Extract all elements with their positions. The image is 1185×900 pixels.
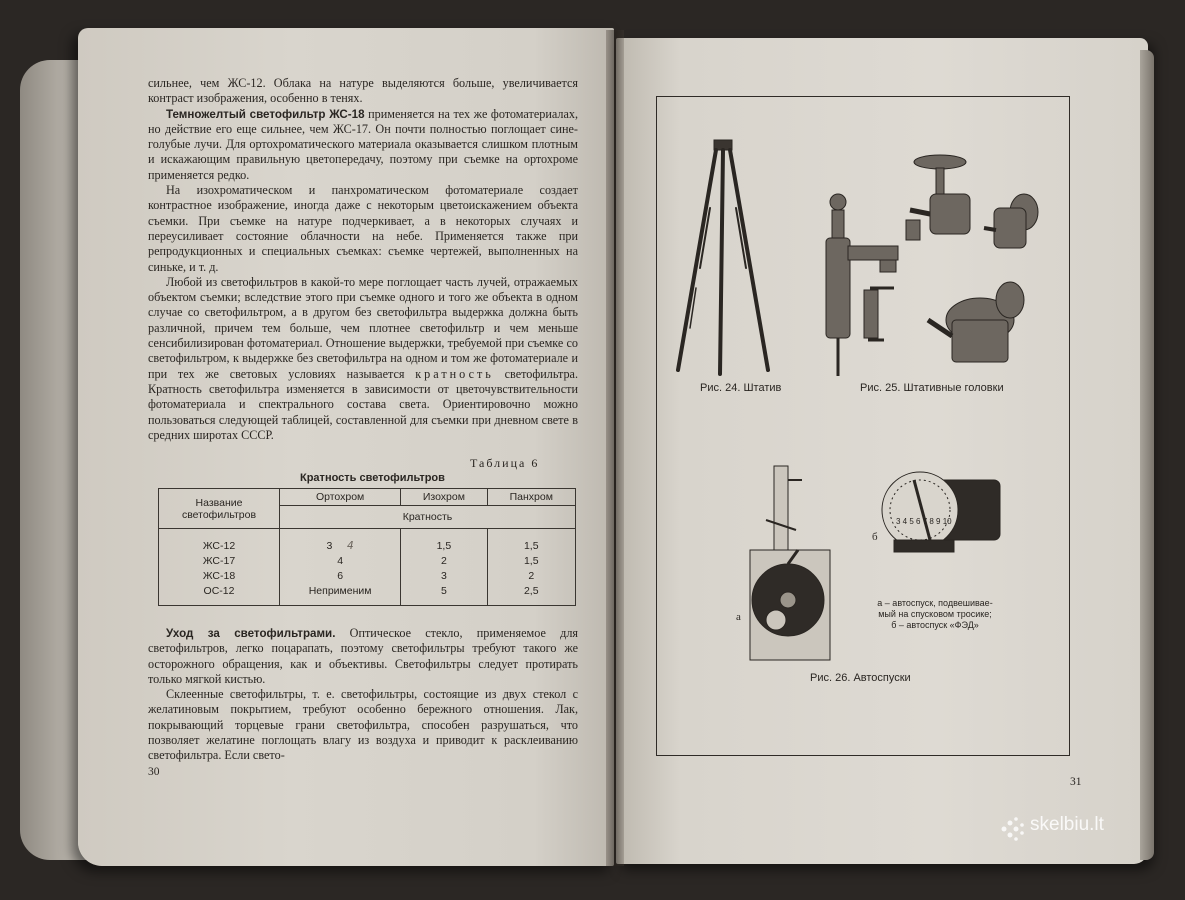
cell-name: ЖС-12 bbox=[159, 529, 280, 555]
paragraph: Любой из светофильтров в какой-то мере поглощает часть лучей, отражаемых объектом съемки; вследствие этого при съемке одного и того же объекта в одном случае со светофильтром, а в другом без светофильтра выдержка должна быть различной, причем тем больше, чем плотнее светофильтр и чем меньше сенсибилизирован фотоматериал. Отношение выдержки, требуемой при съемке со светофильтром, к выдержке без светофильтра на одном и том же фотоматериале и при тех же световых условиях называется кратность светофильтра. Кратность светофильтра изменяется в зависимости от цветочувствительности фотоматериала и спектрального состава света. Ориентировочно можно пользоваться следующей таблицей, составленной для съемки при дневном свете в средних широтах СССР. bbox=[148, 274, 578, 442]
watermark-text: skelbiu.lt bbox=[1030, 814, 1104, 835]
figure-caption: Рис. 24. Штатив bbox=[700, 382, 782, 394]
figure-caption: Рис. 26. Автоспуски bbox=[810, 672, 911, 684]
col-header: Ортохром bbox=[280, 489, 401, 506]
table-row bbox=[159, 554, 576, 569]
cell-pan: 2,5 bbox=[487, 584, 575, 606]
paragraph: Темножелтый светофильтр ЖС-18 применяется на тех же фотоматериалах, но действие его еще сильнее, чем ЖС-17. Он почти полностью поглощает сине-голубые лучи. Для ортохроматического материала оказывается слишком плотным и искажающим правильную цветопередачу, поэтому при съемке на ортохроме применяется редко. bbox=[148, 106, 579, 182]
cell-ortho: 6 bbox=[280, 569, 401, 584]
page-number-left: 30 bbox=[148, 766, 160, 778]
col-header: Изохром bbox=[401, 489, 487, 506]
col-header-name: Название светофильтров bbox=[159, 489, 280, 529]
paragraph: Склеенные светофильтры, т. е. светофильтры, состоящие из двух стекол с желатиновым покрытием, требуют особенно бережного отношения. Лак, покрывающий торцевые грани светофильтра, способен разрушаться, что позволяет желатине поглощать влагу из воздуха и приводит к расклеиванию светофильтра. Если свето- bbox=[148, 687, 578, 763]
cell-iso: 1,5 bbox=[401, 529, 487, 555]
table-title: Кратность светофильтров bbox=[300, 472, 445, 484]
cell-pan: 1,5 bbox=[487, 554, 575, 569]
book-gutter bbox=[606, 30, 624, 866]
cell-iso: 3 bbox=[401, 569, 487, 584]
handwritten-mark: 4 bbox=[346, 540, 354, 552]
bold-lead: Уход за светофильтрами. bbox=[166, 627, 336, 640]
cell-pan: 1,5 bbox=[487, 529, 575, 555]
cell-ortho: Неприменим bbox=[280, 584, 401, 606]
paragraph: На изохроматическом и панхроматическом фотоматериале создает контрастное изображение, иногда даже с некоторым цветоискажением объекта съемки. При съемке на натуре подчеркивает, а в некоторых случаях и переусиливает состояние облачности на небе. Применяется также при репродукционных и специальных съемках: съемке чертежей, выполненных на синьке, и т. д. bbox=[148, 183, 578, 274]
self-timer-b-illustration bbox=[870, 466, 1010, 561]
page-number-right: 31 bbox=[1070, 776, 1082, 788]
cell-iso: 2 bbox=[401, 554, 487, 569]
dial-scale: 3 4 5 6 7 8 9 10 bbox=[896, 517, 952, 526]
spaced-term: кратность bbox=[415, 366, 494, 381]
table-row bbox=[159, 529, 576, 555]
figure-caption: Рис. 25. Штативные головки bbox=[860, 382, 1004, 394]
self-timer-a-illustration bbox=[736, 460, 836, 665]
paragraph: Уход за светофильтрами. Оптическое стекло, применяемое для светофильтров, легко поцарапать, поэтому светофильтры требуют такого же осторожного обращения, как и объективы. Светофильтры следует протирать только мягкой кистью. bbox=[148, 626, 579, 686]
cell-name: ОС-12 bbox=[159, 584, 280, 606]
filter-table bbox=[158, 488, 576, 606]
cell-name: ЖС-18 bbox=[159, 569, 280, 584]
left-text-bottom bbox=[148, 626, 578, 764]
table-label: Таблица 6 bbox=[470, 456, 540, 470]
watermark-dots-icon bbox=[998, 815, 1026, 843]
cell-ortho: 4 bbox=[280, 554, 401, 569]
col-header: Панхром bbox=[487, 489, 575, 506]
bold-lead: Темножелтый светофильтр ЖС-18 bbox=[166, 107, 365, 121]
table-row bbox=[159, 569, 576, 584]
cell-pan: 2 bbox=[487, 569, 575, 584]
book-right-edge bbox=[1140, 50, 1154, 860]
table-row bbox=[159, 584, 576, 606]
left-text-top bbox=[148, 76, 578, 443]
cell-name: ЖС-17 bbox=[159, 554, 280, 569]
subheader: Кратность bbox=[280, 506, 576, 529]
label-b: б bbox=[872, 531, 878, 543]
figure-legend: а – автоспуск, подвешивае- мый на спусковом тросике; б – автоспуск «ФЭД» bbox=[877, 598, 993, 630]
cell-iso: 5 bbox=[401, 584, 487, 606]
ball-heads-illustration bbox=[900, 150, 1060, 380]
paragraph: сильнее, чем ЖС-12. Облака на натуре выделяются больше, увеличивается контраст изображения, особенно в тенях. bbox=[148, 76, 578, 106]
label-a: а bbox=[736, 611, 741, 623]
cell-ortho: 3 4 bbox=[280, 529, 401, 555]
tripod-illustration bbox=[670, 138, 780, 378]
